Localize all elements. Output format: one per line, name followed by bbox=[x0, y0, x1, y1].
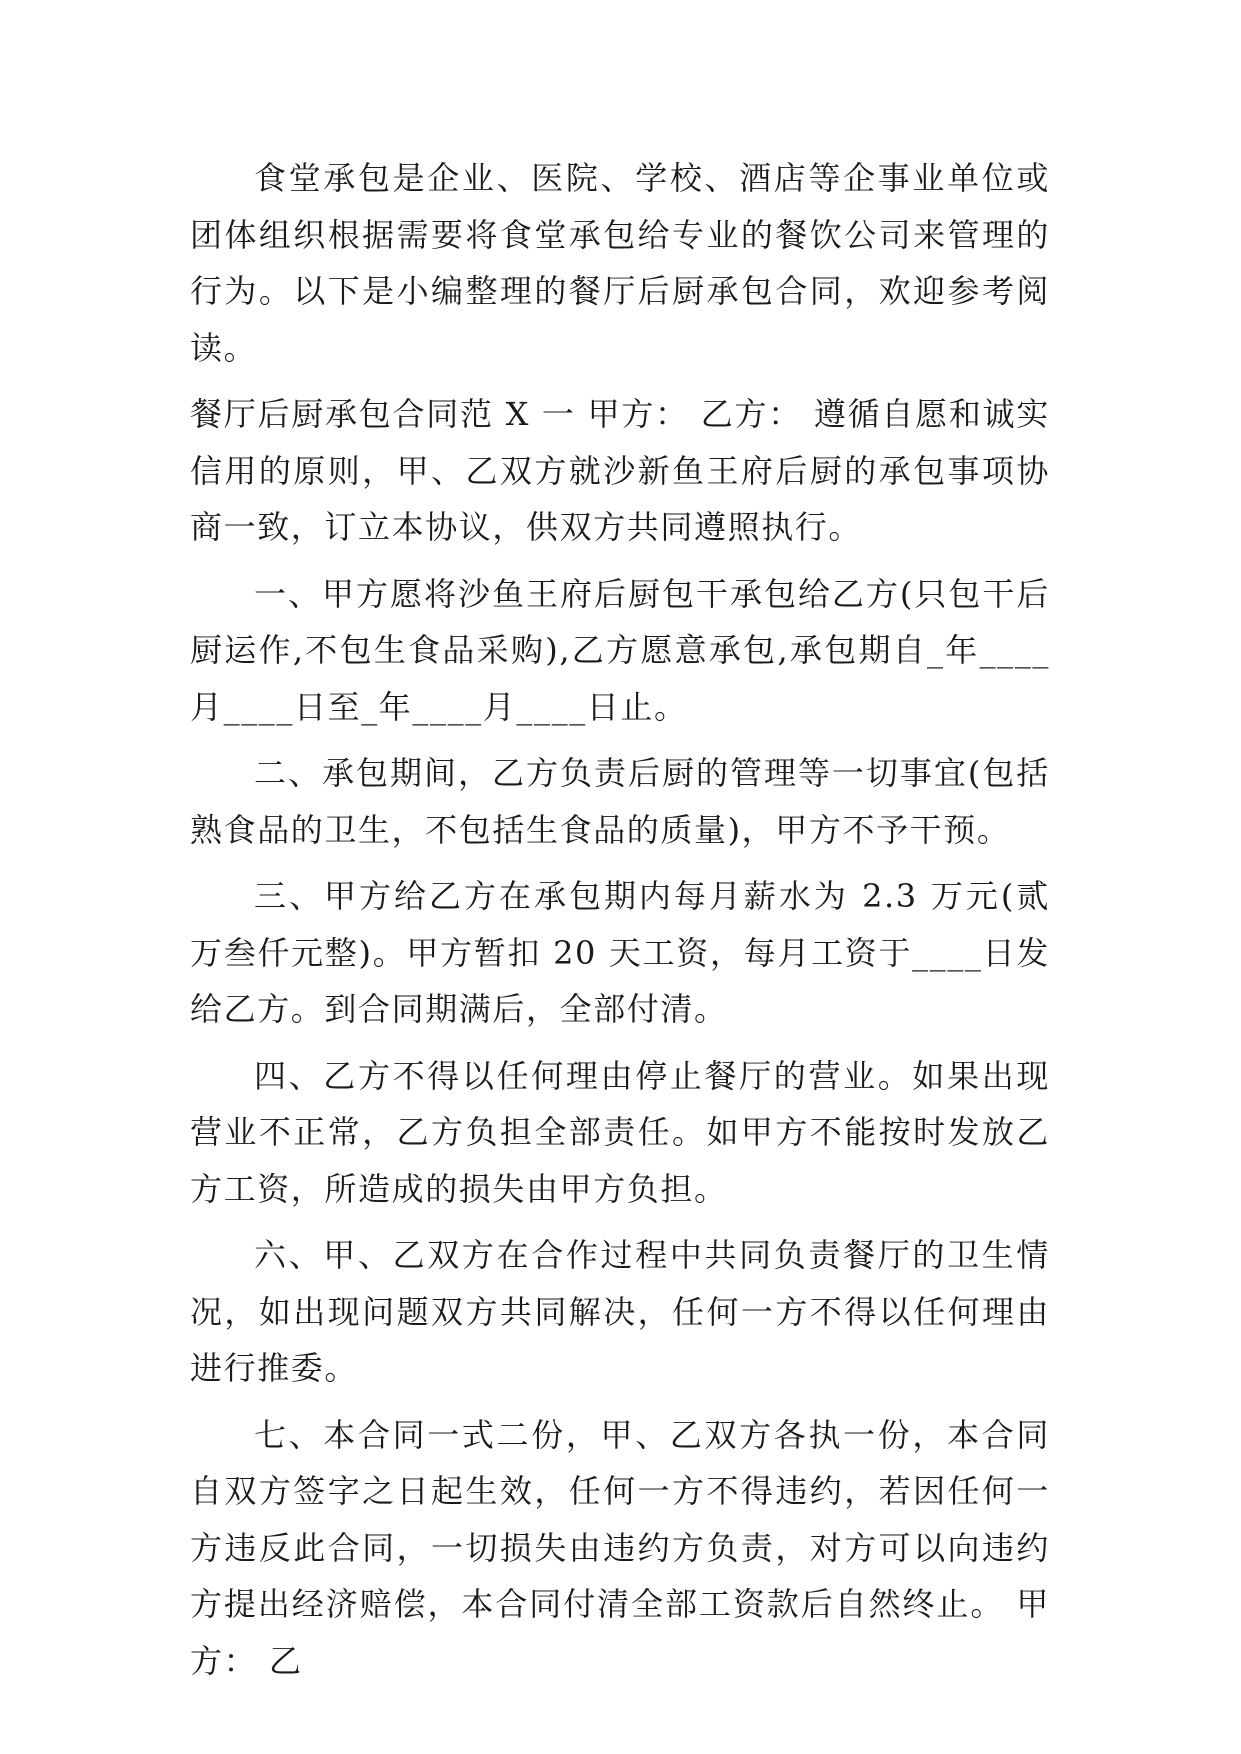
clause-1-paragraph: 一、甲方愿将沙鱼王府后厨包干承包给乙方(只包干后厨运作,不包生食品采购),乙方愿意承包,承包期自_年____月____日至_年____月____日止。 bbox=[190, 574, 1050, 726]
clause-4-paragraph: 四、乙方不得以任何理由停止餐厅的营业。如果出现营业不正常，乙方负担全部责任。如甲方不能按时发放乙方工资，所造成的损失由甲方负担。 bbox=[190, 1056, 1050, 1208]
document-body bbox=[190, 150, 1050, 1699]
intro-paragraph: 食堂承包是企业、医院、学校、酒店等企事业单位或团体组织根据需要将食堂承包给专业的餐饮公司来管理的行为。以下是小编整理的餐厅后厨承包合同，欢迎参考阅读。 bbox=[190, 159, 1050, 367]
contract-heading-paragraph: 餐厅后厨承包合同范 X 一 甲方： 乙方： 遵循自愿和诚实信用的原则，甲、乙双方就沙新鱼王府后厨的承包事项协商一致，订立本协议，供双方共同遵照执行。 bbox=[190, 395, 1050, 546]
clause-2-paragraph: 二、承包期间，乙方负责后厨的管理等一切事宜(包括熟食品的卫生，不包括生食品的质量)，甲方不予干预。 bbox=[190, 754, 1050, 849]
clause-6-paragraph: 六、甲、乙双方在合作过程中共同负责餐厅的卫生情况，如出现问题双方共同解决，任何一方不得以任何理由进行推委。 bbox=[190, 1236, 1050, 1387]
clause-7-paragraph: 七、本合同一式二份，甲、乙双方各执一份，本合同自双方签字之日起生效，任何一方不得违约，若因任何一方违反此合同，一切损失由违约方负责，对方可以向违约方提出经济赔偿，本合同付清全部工资款后自然终止。 甲方： 乙 bbox=[190, 1415, 1050, 1680]
clause-3-paragraph: 三、甲方给乙方在承包期内每月薪水为 2.3 万元(贰万叁仟元整)。甲方暂扣 20 天工资，每月工资于____日发给乙方。到合同期满后，全部付清。 bbox=[190, 877, 1050, 1028]
